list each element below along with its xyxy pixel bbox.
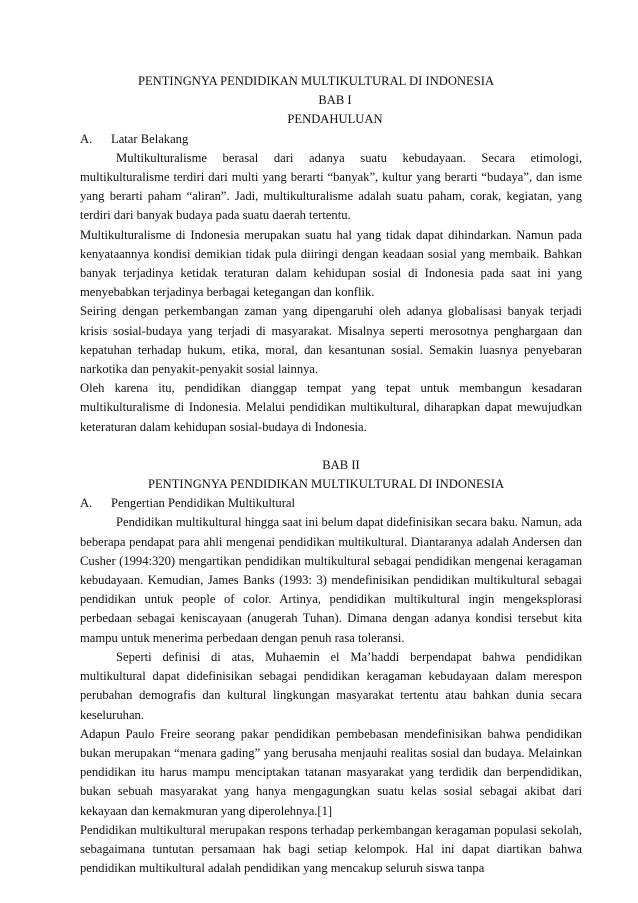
paragraph: Pendidikan multikultural hingga saat ini belum dapat didefinisikan secara baku. Namun, ada beberapa pendapat para ahli mengenai pendidikan multikultural. Diantaranya adalah Andersen dan Cusher (1994:320) mengartikan pendidikan multikultural sebagai pendidikan mengenai keragaman kebudayaan. Kemudian, James Banks (1993: 3) mendefinisikan pendidikan multikultural sebagai pendidikan untuk people of color. Artinya, pendidikan multikultural ingin mengeksplorasi perbedaan sebagai keniscayaan (anugerah Tuhan). Dimana dengan adanya kondisi tersebut kita mampu untuk menerima perbedaan dengan penuh rasa toleransi. xyxy=(80,515,582,645)
spacer xyxy=(80,437,582,456)
chapter-1-title: PENDAHULUAN xyxy=(287,112,383,127)
paragraph: Multikulturalisme di Indonesia merupakan suatu hal yang tidak dapat dihindarkan. Namun pada kenyataannya kondisi demikian tidak pula diiringi dengan keadaan sosial yang membaik. Bahkan banyak terjadinya ketidak teraturan dalam kehidupan sosial di Indonesia pada saat ini yang menyebabkan terjadinya berbagai ketegangan dan konflik. xyxy=(80,227,582,300)
section-number: A. xyxy=(80,496,93,511)
paragraph: Pendidikan multikultural merupakan respons terhadap perkembangan keragaman populasi sekolah, sebagaimana tuntutan persamaan hak bagi setiap kelompok. Hal ini dapat diartikan bahwa pendidikan multikultural adalah pendidikan yang mencakup seluruh siswa tanpa xyxy=(80,822,582,876)
paragraph: Seiring dengan perkembangan zaman yang dipengaruhi oleh adanya globalisasi banyak terjadi krisis sosial-budaya yang terjadi di masyarakat. Misalnya seperti merosotnya penghargaan dan kepatuhan terhadap hukum, etika, moral, dan kesantunan sosial. Semakin luasnya penyebaran narkotika dan penyakit-penyakit sosial lainnya. xyxy=(80,304,582,377)
chapter-1-label: BAB I xyxy=(318,93,352,108)
paragraph: Multikulturalisme berasal dari adanya suatu kebudayaan. Secara etimologi, multikulturalisme terdiri dari multi yang berarti “banyak”, kultur yang berarti “budaya”, dan isme yang berarti paham “aliran”. Jadi, multikulturalisme adalah suatu paham, corak, kegiatan, yang terdiri dari banyak budaya pada suatu daerah tertentu. xyxy=(80,150,582,223)
paragraph: Seperti definisi di atas, Muhaemin el Ma’haddi berpendapat bahwa pendidikan multikultural dapat didefinisikan sebagai pendidikan keragaman kebudayaan dalam merespon perubahan demografis dan kultural lingkungan masyarakat tertentu atau bahkan dunia secara keseluruhan. xyxy=(80,649,582,722)
chapter-2-label: BAB II xyxy=(322,457,360,472)
document-title: PENTINGNYA PENDIDIKAN MULTIKULTURAL DI INDONESIA xyxy=(137,74,495,88)
chapter-2-title: PENTINGNYA PENDIDIKAN MULTIKULTURAL DI INDONESIA xyxy=(147,477,505,492)
section-title: Latar Belakang xyxy=(111,131,189,146)
section-heading xyxy=(80,130,582,149)
paragraph: Adapun Paulo Freire seorang pakar pendidikan pembebasan mendefinisikan bahwa pendidikan bukan merupakan “menara gading” yang berusaha menjauhi realitas sosial dan budaya. Melainkan pendidikan itu harus mampu menciptakan tatanan masyarakat yang terdidik dan berpendidikan, bukan sebuah masyarakat yang hanya mengagungkan suatu kelas sosial sebagai akibat dari kekayaan dan kemakmuran yang diperolehnya.[1] xyxy=(80,726,582,818)
paragraph: Oleh karena itu, pendidikan dianggap tempat yang tepat untuk membangun kesadaran multikulturalisme di Indonesia. Melalui pendidikan multikultural, diharapkan dapat mewujudkan keteraturan dalam kehidupan sosial-budaya di Indonesia. xyxy=(80,381,582,434)
section-number: A. xyxy=(80,131,93,146)
section-heading xyxy=(80,494,582,513)
section-title: Pengertian Pendidikan Multikultural xyxy=(111,496,295,511)
